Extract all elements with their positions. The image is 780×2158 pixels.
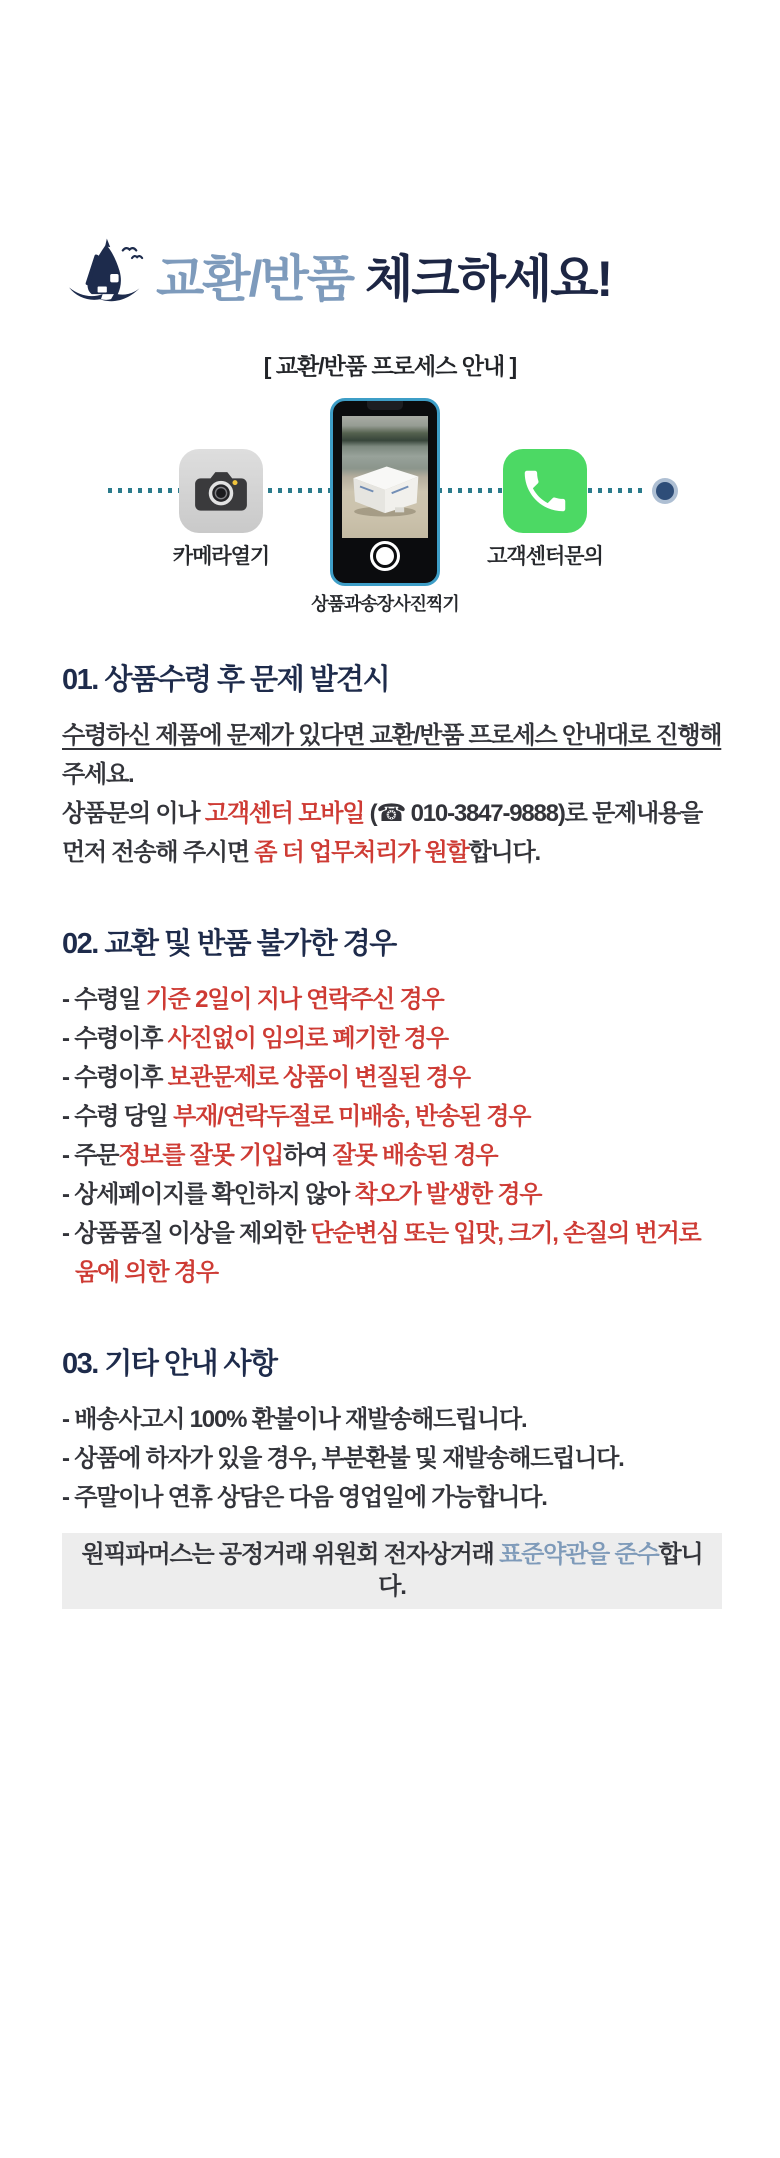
text-line: - 상세페이지를 확인하지 않아 착오가 발생한 경우 [62,1181,542,1208]
section-other-notes [62,1344,722,1517]
text-line: - 수령 당일 부재/연락두절로 미배송, 반송된 경우 [62,1103,531,1130]
section-body [62,1400,722,1517]
section-heading: 02. 교환 및 반품 불가한 경우 [62,928,396,960]
text-line: - 주문정보를 잘못 기입하여 잘못 배송된 경우 [62,1142,498,1169]
camera-app-icon [179,449,263,533]
camera-shutter-button [370,541,400,571]
section-heading: 01. 상품수령 후 문제 발견시 [62,664,390,696]
step-label-open-camera: 카메라열기 [172,545,270,568]
section-body [62,980,722,1292]
text-line: 주세요. [62,761,134,788]
phone-handset-icon [518,464,572,518]
text-line: - 배송사고시 100% 환불이나 재발송해드립니다. [62,1406,527,1433]
text-line: 상품문의 이나 고객센터 모바일 (☎ 010-3847-9888)로 문제내용을 [62,800,702,827]
step-label-contact-cs: 고객센터문의 [487,545,603,568]
cooler-box-graphic [345,454,425,524]
product-photo [342,416,428,538]
text-line: 먼저 전송해 주시면 좀 더 업무처리가 원할합니다. [62,839,540,866]
text-line: - 수령이후 보관문제로 상품이 변질된 경우 [62,1064,470,1091]
text-line: - 상품에 하자가 있을 경우, 부분환불 및 재발송해드립니다. [62,1445,624,1472]
section-problem-after-receipt [62,660,722,872]
phone-mockup [330,398,440,586]
phone-notch [367,401,403,410]
page-title: 교환/반품 체크하세요! [156,251,612,307]
text-line: - 주말이나 연휴 상담은 다음 영업일에 가능합니다. [62,1484,547,1511]
call-app-icon [503,449,587,533]
camera-glyph-icon [190,463,252,519]
process-caption: [ 교환/반품 프로세스 안내 ] [263,353,517,379]
process-end-dot [652,478,678,504]
footer-notice: 원픽파머스는 공정거래 위원회 전자상거래 표준약관을 준수합니다. [62,1533,722,1609]
text-line: - 수령이후 사진없이 임의로 폐기한 경우 [62,1025,448,1052]
text-line: 수령하신 제품에 문제가 있다면 교환/반품 프로세스 안내대로 진행해 [62,722,722,749]
section-heading: 03. 기타 안내 사항 [62,1348,277,1380]
text-line: - 수령일 기준 2일이 지나 연락주신 경우 [62,986,444,1013]
section-body [62,716,722,872]
guide-text-area [62,660,722,1609]
process-diagram [0,0,780,640]
text-line: - 상품품질 이상을 제외한 단순변심 또는 입맛, 크기, 손질의 번거로움에 의한 경우 [62,1220,701,1286]
step-label-take-photo: 상품과송장사진찍기 [311,594,459,614]
section-exchange-not-allowed [62,924,722,1292]
